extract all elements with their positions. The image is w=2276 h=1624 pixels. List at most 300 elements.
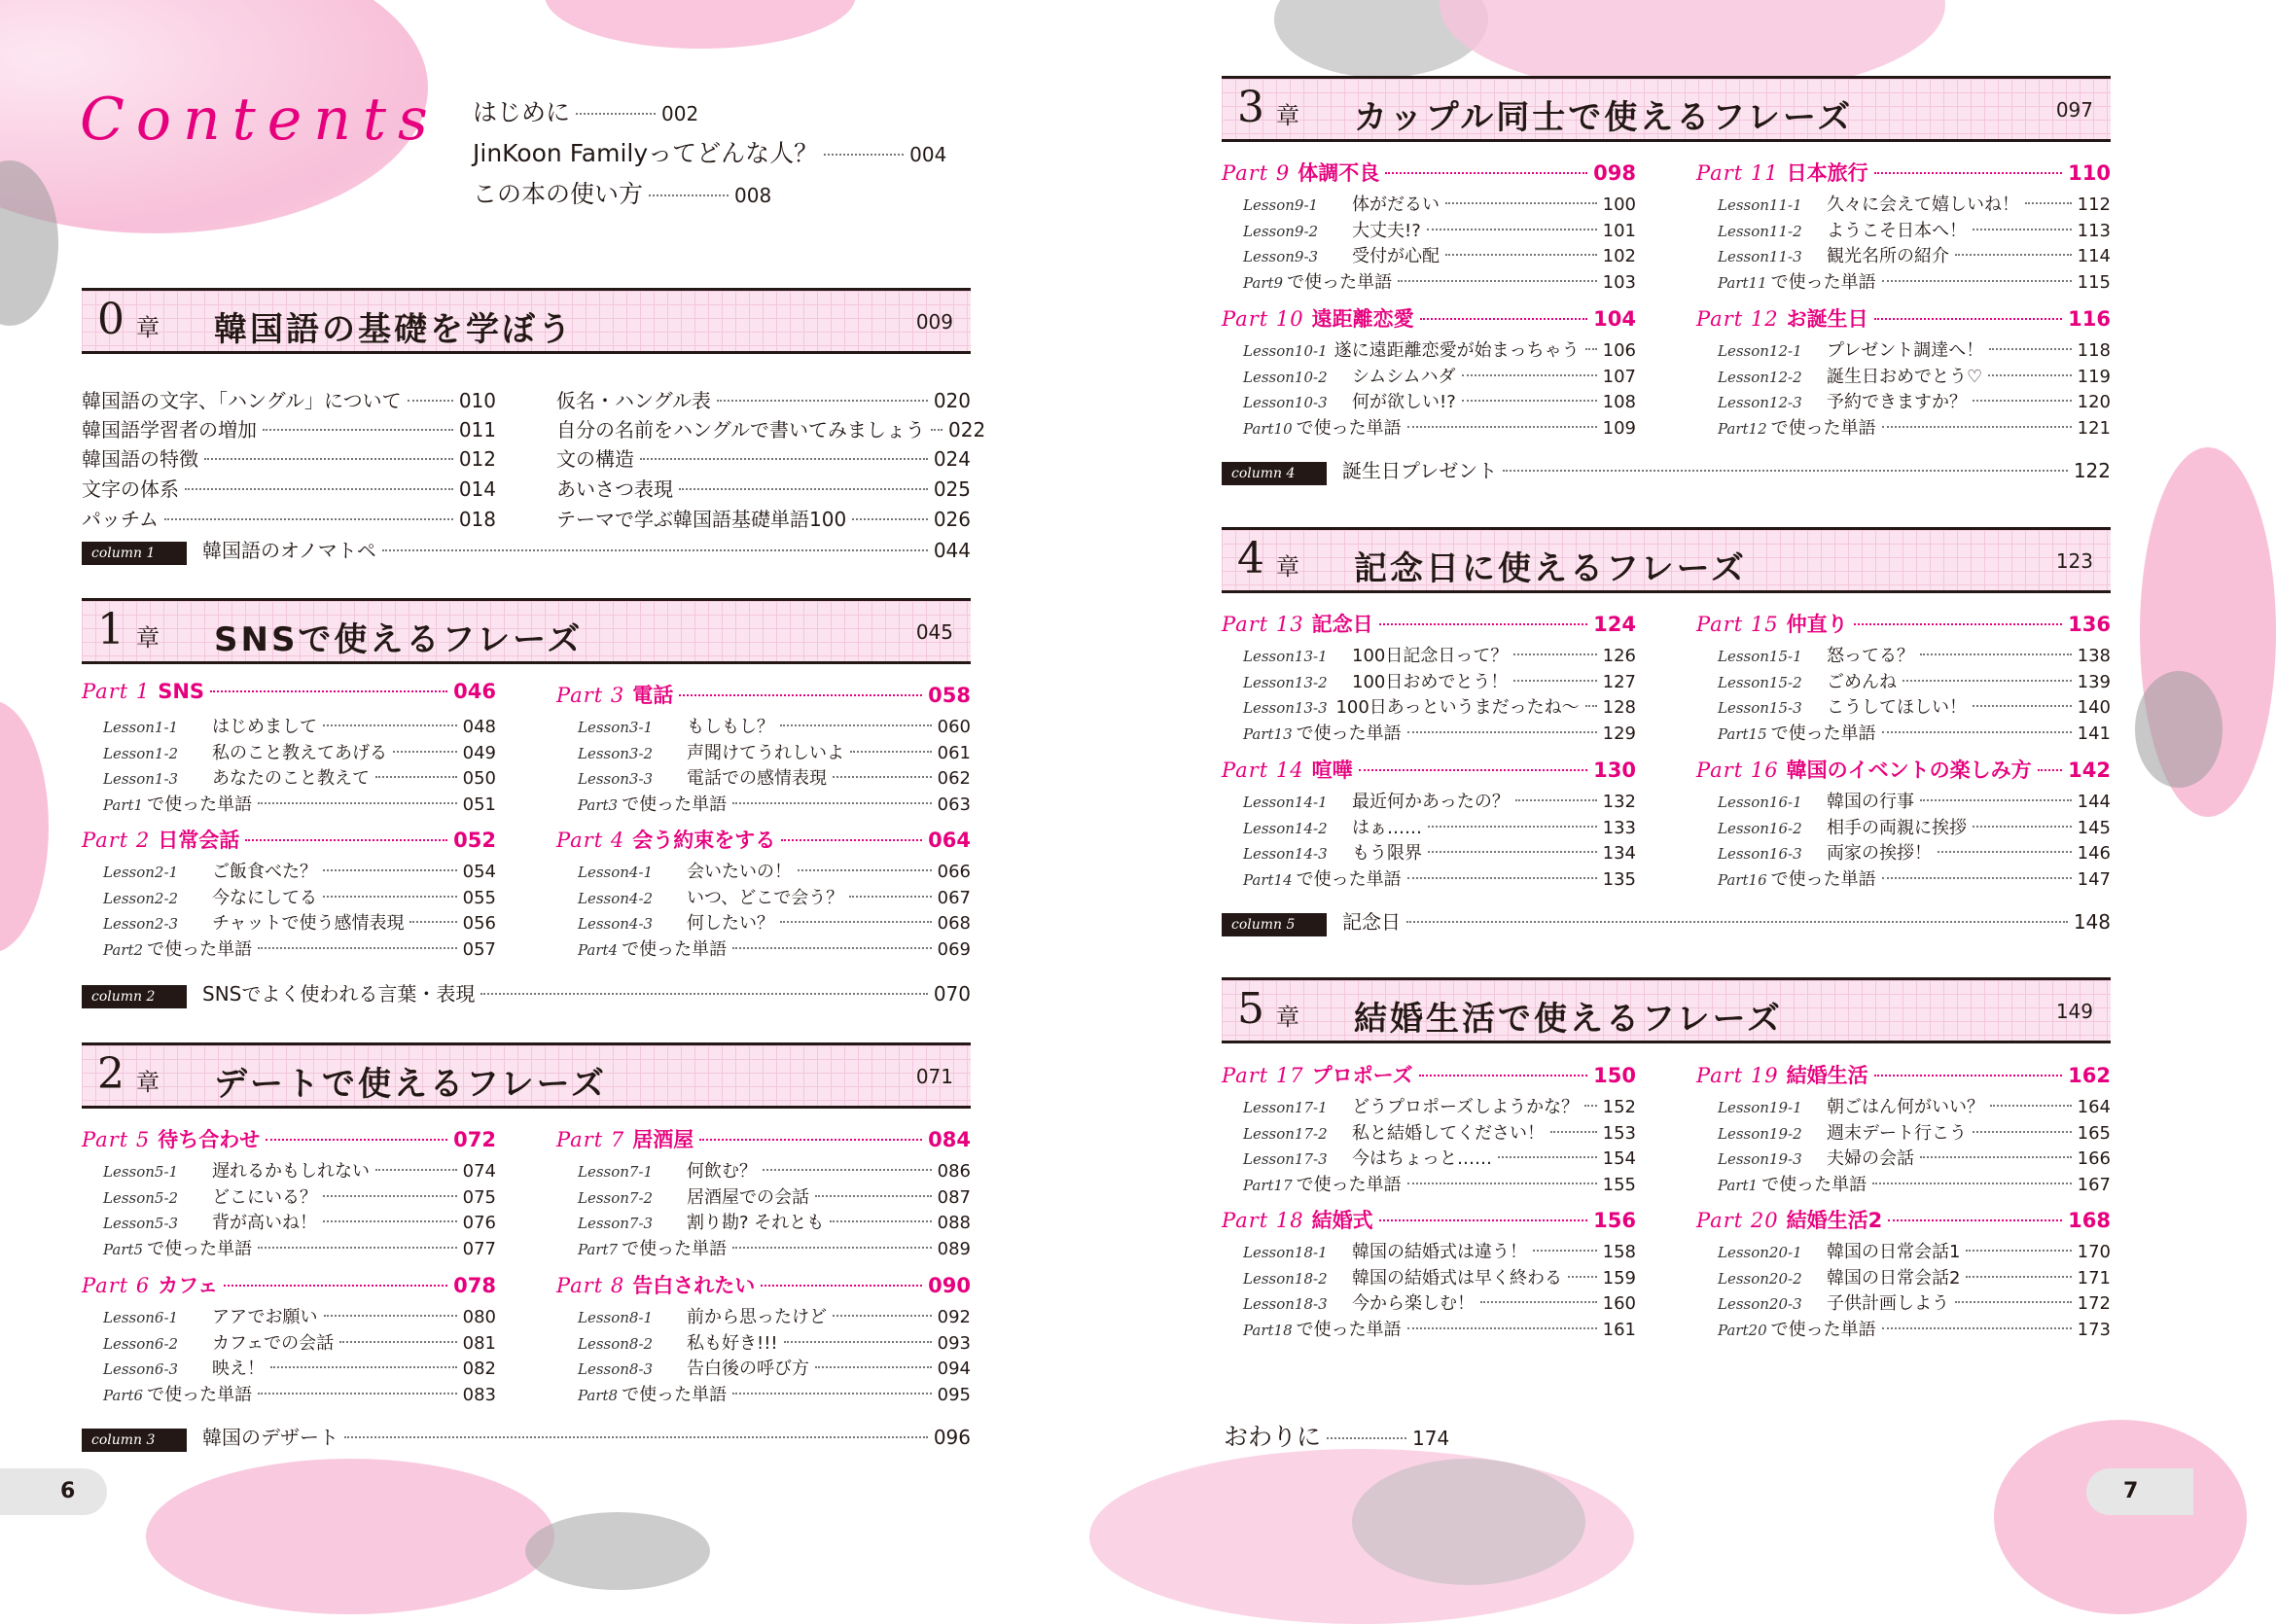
vocab-tag: Part11 xyxy=(1718,273,1767,292)
entry-page: 089 xyxy=(937,1238,971,1259)
lesson-entry[interactable] xyxy=(1243,1264,1636,1289)
part-heading[interactable] xyxy=(1696,158,2111,187)
entry-label: 怒ってる？ xyxy=(1827,646,1914,666)
entry-label: で使った単語 xyxy=(1770,271,1876,293)
vocab-tag: Part2 xyxy=(103,940,144,959)
part-heading[interactable] xyxy=(1222,1060,1636,1089)
ch0-entry[interactable] xyxy=(82,414,496,442)
entry-page: 083 xyxy=(462,1384,496,1405)
lesson-entry[interactable] xyxy=(1718,336,2111,362)
entry-label: 大丈夫!? xyxy=(1352,220,1421,241)
entry-page: 093 xyxy=(937,1332,971,1354)
lesson-tag: Lesson18-1 xyxy=(1243,1244,1328,1261)
ch0-entry[interactable] xyxy=(82,443,496,472)
part-tag: Part 7 xyxy=(556,1128,625,1151)
vocab-tag: Part9 xyxy=(1243,273,1284,292)
leader-dots xyxy=(210,690,447,692)
ch0-entry[interactable] xyxy=(556,443,971,472)
entry-label: 韓国の結婚式は違う！ xyxy=(1352,1242,1527,1262)
entry-label: 久々に会えて嬉しいね！ xyxy=(1827,194,2019,215)
entry-page: 103 xyxy=(1602,271,1636,293)
lesson-entry[interactable] xyxy=(1718,642,2111,667)
lesson-entry[interactable] xyxy=(1243,363,1636,388)
lesson-entry[interactable] xyxy=(1243,191,1636,216)
lesson-tag: Lesson11-2 xyxy=(1718,222,1802,240)
part-heading[interactable] xyxy=(1222,755,1636,784)
vocab-entry[interactable] xyxy=(578,791,971,816)
entry-label: 告白後の呼び方 xyxy=(687,1359,809,1379)
entry-label: プレゼント調達へ！ xyxy=(1827,340,1984,361)
lesson-entry[interactable] xyxy=(1718,1145,2111,1170)
entry-label: 自分の名前をハングルで書いてみましょう xyxy=(556,418,925,441)
lesson-tag: Lesson15-1 xyxy=(1718,648,1802,665)
entry-page: 147 xyxy=(2077,868,2111,890)
vocab-entry[interactable] xyxy=(103,1381,496,1406)
part-page: 150 xyxy=(1593,1064,1636,1087)
lesson-entry[interactable] xyxy=(103,1303,496,1328)
entry-label: 居酒屋での会話 xyxy=(687,1186,809,1208)
part-heading[interactable] xyxy=(1696,1060,2111,1089)
entry-label: 何飲む？ xyxy=(687,1161,757,1182)
lesson-tag: Lesson17-2 xyxy=(1243,1124,1328,1143)
lesson-tag: Lesson3-3 xyxy=(578,770,654,788)
column-tag: column 5 xyxy=(1222,913,1327,936)
front-matter-entry[interactable] xyxy=(473,93,698,128)
leader-dots xyxy=(1888,1219,2062,1221)
chapter-header-4[interactable] xyxy=(1222,527,2111,593)
leader-dots xyxy=(1973,400,2072,402)
vocab-tag: Part5 xyxy=(103,1240,144,1258)
vocab-entry[interactable] xyxy=(1243,720,1636,745)
part-tag: Part 19 xyxy=(1696,1064,1779,1087)
entry-page: 102 xyxy=(1602,246,1636,266)
vocab-entry[interactable] xyxy=(1718,1171,2111,1196)
gray-blob-decoration xyxy=(1352,1459,1585,1585)
vocab-entry[interactable] xyxy=(1243,268,1636,294)
lesson-entry[interactable] xyxy=(1718,363,2111,388)
entry-label: で使った単語 xyxy=(1770,417,1876,439)
leader-dots xyxy=(1427,229,1597,230)
part-page: 084 xyxy=(928,1128,971,1151)
column-entry[interactable] xyxy=(1222,455,2111,485)
entry-page: 054 xyxy=(462,862,496,882)
chapter-page: 123 xyxy=(2055,549,2093,573)
ch0-entry[interactable] xyxy=(556,474,971,502)
leader-dots xyxy=(204,458,453,460)
lesson-entry[interactable] xyxy=(103,1157,496,1183)
part-heading[interactable] xyxy=(556,1270,971,1299)
lesson-entry[interactable] xyxy=(1718,814,2111,839)
ch0-entry[interactable] xyxy=(82,385,496,413)
vocab-entry[interactable] xyxy=(103,1235,496,1260)
pink-blob-decoration xyxy=(0,700,49,953)
leader-dots xyxy=(1882,877,2072,879)
column-entry[interactable] xyxy=(82,535,971,565)
lesson-tag: Lesson11-1 xyxy=(1718,196,1802,214)
lesson-tag: Lesson15-3 xyxy=(1718,699,1802,717)
part-heading[interactable] xyxy=(1696,303,2111,333)
part-heading[interactable] xyxy=(556,680,971,709)
lesson-entry[interactable] xyxy=(578,858,971,883)
lesson-tag: Lesson7-3 xyxy=(578,1215,654,1232)
lesson-entry[interactable] xyxy=(103,1329,496,1355)
lesson-entry[interactable] xyxy=(1718,839,2111,865)
leader-dots xyxy=(699,1139,922,1141)
part-page: 130 xyxy=(1593,759,1636,782)
part-page: 142 xyxy=(2068,759,2111,782)
part-tag: Part 11 xyxy=(1696,161,1779,185)
entry-label: もう限界 xyxy=(1352,843,1422,864)
vocab-tag: Part18 xyxy=(1243,1321,1293,1339)
ch0-entry[interactable] xyxy=(556,504,971,532)
entry-label: 遂に遠距離恋愛が始まっちゃう xyxy=(1334,340,1580,361)
lesson-entry[interactable] xyxy=(103,764,496,790)
vocab-entry[interactable] xyxy=(1243,865,1636,891)
lesson-entry[interactable] xyxy=(1718,1093,2111,1118)
entry-label: 韓国の日常会話2 xyxy=(1827,1267,1961,1289)
leader-dots xyxy=(815,1195,932,1197)
entry-label: で使った単語 xyxy=(1296,1174,1402,1195)
lesson-tag: Lesson4-3 xyxy=(578,915,654,933)
leader-dots xyxy=(833,776,932,778)
entry-label: 文の構造 xyxy=(556,447,634,471)
front-matter-entry[interactable] xyxy=(473,175,771,210)
entry-page: 128 xyxy=(1602,697,1636,718)
lesson-entry[interactable] xyxy=(578,884,971,909)
part-tag: Part 14 xyxy=(1222,759,1304,782)
lesson-tag: Lesson8-2 xyxy=(578,1334,654,1353)
entry-page: 011 xyxy=(458,418,496,441)
lesson-entry[interactable] xyxy=(1243,1119,1636,1145)
lesson-entry[interactable] xyxy=(578,1209,971,1234)
entry-page: 048 xyxy=(462,717,496,737)
page-number-right: 7 xyxy=(2086,1468,2193,1515)
leader-dots xyxy=(1585,348,1597,350)
vocab-tag: Part1 xyxy=(103,795,144,814)
part-heading[interactable] xyxy=(556,1124,971,1153)
vocab-entry[interactable] xyxy=(1718,414,2111,440)
lesson-entry[interactable] xyxy=(578,1355,971,1380)
entry-page: 138 xyxy=(2077,646,2111,666)
lesson-tag: Lesson7-2 xyxy=(578,1188,654,1207)
part-heading[interactable] xyxy=(1222,303,1636,333)
part-title: 居酒屋 xyxy=(632,1128,694,1151)
part-heading[interactable] xyxy=(82,1270,496,1299)
vocab-entry[interactable] xyxy=(578,936,971,961)
lesson-entry[interactable] xyxy=(1718,788,2111,813)
entry-label: 私のこと教えてあげる xyxy=(212,742,387,763)
ch0-entry[interactable] xyxy=(556,385,971,413)
lesson-entry[interactable] xyxy=(103,739,496,764)
entry-label: 誕生日プレゼント xyxy=(1342,459,1498,482)
vocab-entry[interactable] xyxy=(578,1381,971,1406)
chapter-header-3[interactable] xyxy=(1222,76,2111,142)
leader-dots xyxy=(375,776,457,778)
lesson-entry[interactable] xyxy=(1243,788,1636,813)
entry-label: で使った単語 xyxy=(1761,1174,1867,1195)
vocab-entry[interactable] xyxy=(1243,1171,1636,1196)
entry-page: 055 xyxy=(462,887,496,908)
part-title: 体調不良 xyxy=(1298,161,1380,185)
leader-dots xyxy=(1407,426,1597,428)
chapter-header-1[interactable] xyxy=(82,598,971,664)
vocab-entry[interactable] xyxy=(1243,1316,1636,1341)
lesson-entry[interactable] xyxy=(1243,1289,1636,1315)
part-heading[interactable] xyxy=(82,825,496,854)
lesson-tag: Lesson3-1 xyxy=(578,719,654,736)
vocab-entry[interactable] xyxy=(103,936,496,961)
entry-label: で使った単語 xyxy=(147,1384,253,1405)
chapter-mark: 章 xyxy=(1276,553,1299,581)
entry-label: 今から楽しむ！ xyxy=(1352,1293,1475,1314)
entry-page: 092 xyxy=(937,1307,971,1327)
entry-label: カフェでの会話 xyxy=(212,1332,335,1354)
column-entry[interactable] xyxy=(82,1422,971,1452)
entry-label: 声聞けてうれしいよ xyxy=(687,742,844,763)
vocab-tag: Part6 xyxy=(103,1386,144,1404)
vocab-entry[interactable] xyxy=(1718,1316,2111,1341)
part-title: 結婚式 xyxy=(1311,1209,1373,1232)
part-heading[interactable] xyxy=(1696,609,2111,638)
entry-label: 文字の体系 xyxy=(82,477,179,501)
leader-dots xyxy=(780,921,932,923)
part-heading[interactable] xyxy=(1696,755,2111,784)
entry-label: で使った単語 xyxy=(1296,723,1402,744)
entry-label: 夫婦の会話 xyxy=(1827,1148,1914,1169)
entry-page: 062 xyxy=(937,768,971,789)
chapter-number: 1 xyxy=(97,605,124,654)
entry-page: 145 xyxy=(2077,817,2111,838)
entry-page: 060 xyxy=(937,717,971,737)
part-tag: Part 8 xyxy=(556,1274,625,1297)
part-heading[interactable] xyxy=(1222,158,1636,187)
leader-dots xyxy=(1882,280,2072,282)
lesson-entry[interactable] xyxy=(103,1355,496,1380)
lesson-entry[interactable] xyxy=(103,858,496,883)
lesson-entry[interactable] xyxy=(1718,1289,2111,1315)
lesson-entry[interactable] xyxy=(103,1209,496,1234)
page-number-left: 6 xyxy=(0,1468,107,1515)
ch0-entry[interactable] xyxy=(82,504,496,532)
leader-dots xyxy=(408,400,453,402)
lesson-entry[interactable] xyxy=(1718,1264,2111,1289)
entry-label: はじめに xyxy=(473,98,571,126)
chapter-mark: 章 xyxy=(136,314,160,341)
chapter-title: デートで使えるフレーズ xyxy=(214,1065,607,1104)
lesson-entry[interactable] xyxy=(578,1303,971,1328)
lesson-entry[interactable] xyxy=(578,739,971,764)
entry-page: 115 xyxy=(2077,271,2111,293)
chapter-page: 009 xyxy=(915,310,953,334)
lesson-entry[interactable] xyxy=(1243,388,1636,413)
leader-dots xyxy=(732,1393,932,1395)
entry-page: 139 xyxy=(2077,671,2111,692)
lesson-entry[interactable] xyxy=(1718,1119,2111,1145)
lesson-entry[interactable] xyxy=(1243,1145,1636,1170)
lesson-entry[interactable] xyxy=(1243,1093,1636,1118)
vocab-tag: Part10 xyxy=(1243,419,1293,438)
entry-label: 映え！ xyxy=(212,1359,265,1379)
lesson-tag: Lesson11-3 xyxy=(1718,248,1802,265)
vocab-entry[interactable] xyxy=(1718,720,2111,745)
part-title: 記念日 xyxy=(1311,613,1373,636)
entry-page: 026 xyxy=(933,508,971,531)
lesson-entry[interactable] xyxy=(1718,1238,2111,1263)
pink-blob-decoration xyxy=(146,1459,554,1614)
vocab-entry[interactable] xyxy=(1718,268,2111,294)
entry-page: 144 xyxy=(2077,792,2111,812)
lesson-entry[interactable] xyxy=(1718,693,2111,719)
lesson-tag: Lesson16-2 xyxy=(1718,819,1802,837)
entry-page: 061 xyxy=(937,742,971,763)
lesson-entry[interactable] xyxy=(578,764,971,790)
entry-page: 087 xyxy=(937,1186,971,1208)
leader-dots xyxy=(1513,680,1596,682)
lesson-entry[interactable] xyxy=(1718,242,2111,267)
lesson-tag: Lesson6-1 xyxy=(103,1309,179,1326)
lesson-tag: Lesson14-2 xyxy=(1243,819,1328,837)
lesson-entry[interactable] xyxy=(578,713,971,738)
entry-label: 韓国の行事 xyxy=(1827,792,1914,812)
lesson-tag: Lesson7-1 xyxy=(578,1163,654,1181)
leader-dots xyxy=(833,1315,932,1317)
lesson-entry[interactable] xyxy=(578,1183,971,1209)
vocab-tag: Part15 xyxy=(1718,724,1767,743)
part-title: 仲直り xyxy=(1786,613,1848,636)
part-page: 052 xyxy=(453,829,496,852)
column-entry[interactable] xyxy=(1222,906,2111,936)
entry-label: 週末デート行こう xyxy=(1827,1122,1967,1144)
lesson-tag: Lesson13-3 xyxy=(1243,699,1328,717)
entry-page: 008 xyxy=(734,184,772,207)
lesson-tag: Lesson6-2 xyxy=(103,1334,179,1353)
leader-dots xyxy=(245,839,447,841)
entry-page: 012 xyxy=(458,447,496,471)
lesson-entry[interactable] xyxy=(1243,217,1636,242)
leader-dots xyxy=(1966,1250,2071,1252)
part-title: カフェ xyxy=(158,1274,219,1297)
entry-page: 051 xyxy=(462,794,496,815)
ch0-entry[interactable] xyxy=(556,414,986,442)
part-heading[interactable] xyxy=(1222,609,1636,638)
chapter-number: 5 xyxy=(1237,984,1264,1034)
lesson-entry[interactable] xyxy=(1718,388,2111,413)
chapter-mark: 章 xyxy=(1276,102,1299,129)
leader-dots xyxy=(323,724,457,726)
lesson-entry[interactable] xyxy=(1243,336,1636,362)
leader-dots xyxy=(830,1220,931,1222)
lesson-entry[interactable] xyxy=(103,884,496,909)
chapter-header-5[interactable] xyxy=(1222,977,2111,1043)
entry-label: 背が高いね！ xyxy=(212,1213,317,1233)
part-tag: Part 13 xyxy=(1222,613,1304,636)
pink-blob-decoration xyxy=(1994,1420,2247,1614)
lesson-tag: Lesson10-3 xyxy=(1243,394,1328,411)
column-entry[interactable] xyxy=(82,978,971,1008)
leader-dots xyxy=(1585,705,1597,707)
vocab-entry[interactable] xyxy=(1718,865,2111,891)
part-tag: Part 18 xyxy=(1222,1209,1304,1232)
chapter-number: 3 xyxy=(1237,83,1264,132)
lesson-tag: Lesson5-1 xyxy=(103,1163,179,1181)
entry-label: 仮名・ハングル表 xyxy=(556,389,711,412)
vocab-tag: Part7 xyxy=(578,1240,619,1258)
part-heading[interactable] xyxy=(1222,1205,1636,1234)
lesson-tag: Lesson12-2 xyxy=(1718,368,1802,386)
lesson-entry[interactable] xyxy=(103,909,496,935)
lesson-tag: Lesson14-1 xyxy=(1243,794,1328,811)
lesson-entry[interactable] xyxy=(1718,191,2111,216)
part-heading[interactable] xyxy=(82,680,496,703)
part-page: 078 xyxy=(453,1274,496,1297)
lesson-tag: Lesson9-2 xyxy=(1243,222,1319,240)
entry-page: 100 xyxy=(1602,194,1636,215)
lesson-entry[interactable] xyxy=(1243,814,1636,839)
lesson-entry[interactable] xyxy=(1718,217,2111,242)
entry-page: 154 xyxy=(1602,1148,1636,1169)
lesson-entry[interactable] xyxy=(1243,1238,1636,1263)
lesson-tag: Lesson19-3 xyxy=(1718,1150,1802,1168)
entry-page: 164 xyxy=(2077,1097,2111,1117)
lesson-entry[interactable] xyxy=(1718,668,2111,693)
chapter-mark: 章 xyxy=(1276,1004,1299,1031)
part-heading[interactable] xyxy=(556,825,971,854)
part-heading[interactable] xyxy=(82,1124,496,1153)
entry-label: シムシムハダ xyxy=(1352,366,1456,387)
part-heading[interactable] xyxy=(1696,1205,2111,1234)
leader-dots xyxy=(732,802,932,804)
lesson-tag: Lesson1-2 xyxy=(103,744,179,762)
entry-label: 100日おめでとう！ xyxy=(1352,671,1509,692)
lesson-entry[interactable] xyxy=(103,713,496,738)
entry-label: 100日あっというまだったね～ xyxy=(1335,697,1580,718)
entry-page: 063 xyxy=(937,794,971,815)
vocab-entry[interactable] xyxy=(103,791,496,816)
leader-dots xyxy=(1988,374,2072,376)
lesson-entry[interactable] xyxy=(578,1157,971,1183)
chapter-header-2[interactable] xyxy=(82,1042,971,1109)
vocab-entry[interactable] xyxy=(578,1235,971,1260)
front-matter-entry[interactable] xyxy=(473,134,946,169)
lesson-entry[interactable] xyxy=(1243,693,1636,719)
lesson-entry[interactable] xyxy=(1243,839,1636,865)
lesson-entry[interactable] xyxy=(1243,242,1636,267)
ending-entry[interactable]: おわりに 174 xyxy=(1224,1423,1450,1451)
lesson-tag: Lesson16-3 xyxy=(1718,845,1802,863)
lesson-entry[interactable] xyxy=(103,1183,496,1209)
gray-blob-decoration xyxy=(2135,671,2223,788)
leader-dots xyxy=(1882,1327,2072,1329)
entry-label: どこにいる？ xyxy=(212,1186,317,1208)
chapter-header-0[interactable] xyxy=(82,288,971,354)
ch0-entry[interactable] xyxy=(82,474,496,502)
leader-dots xyxy=(323,1220,457,1222)
lesson-entry[interactable] xyxy=(1243,668,1636,693)
entry-page: 014 xyxy=(458,477,496,501)
lesson-entry[interactable] xyxy=(1243,642,1636,667)
pink-blob-decoration xyxy=(545,0,856,49)
entry-page: 101 xyxy=(1602,220,1636,241)
leader-dots xyxy=(1428,826,1597,828)
lesson-entry[interactable] xyxy=(578,909,971,935)
chapter-page: 071 xyxy=(915,1065,953,1088)
vocab-entry[interactable] xyxy=(1243,414,1636,440)
entry-label: 私も好き!!! xyxy=(687,1332,778,1354)
chapter-number: 4 xyxy=(1237,534,1264,583)
entry-page: 129 xyxy=(1602,723,1636,744)
lesson-entry[interactable] xyxy=(578,1329,971,1355)
leader-dots xyxy=(640,458,928,460)
